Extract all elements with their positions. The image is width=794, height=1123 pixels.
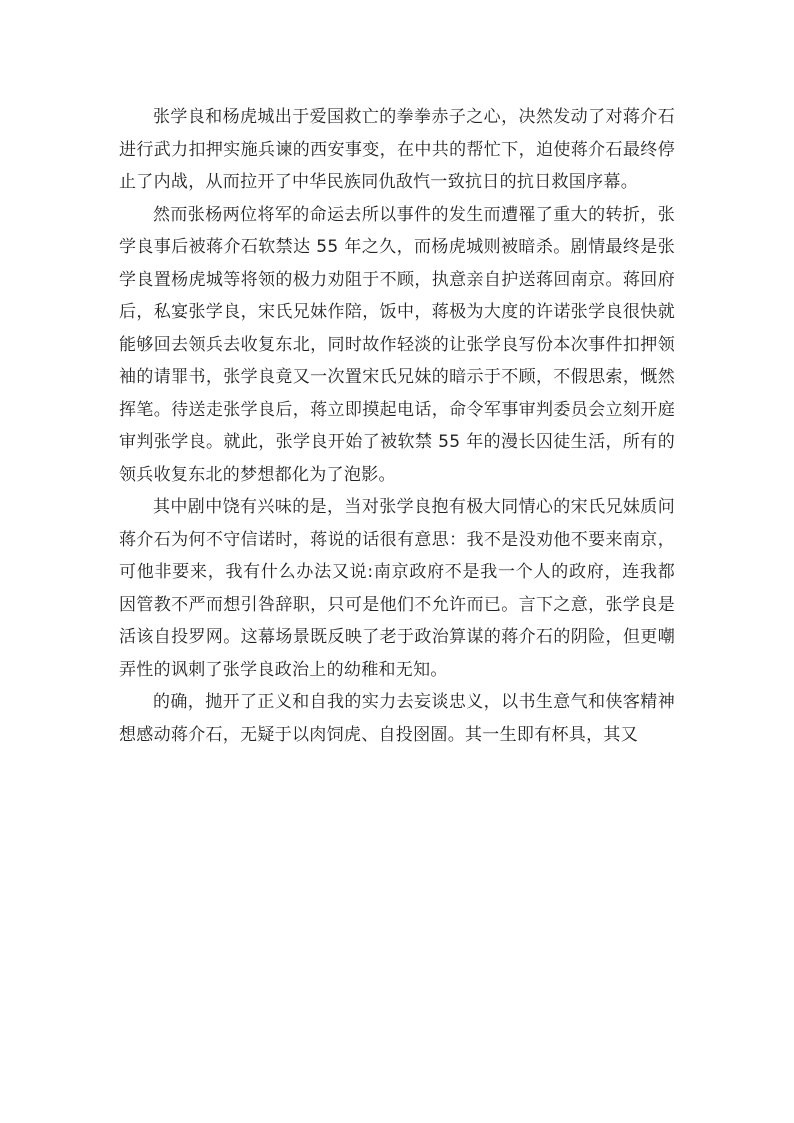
document-body <box>119 101 675 751</box>
paragraph-2: 然而张杨两位将军的命运去所以事件的发生而遭罹了重大的转折，张学良事后被蒋介石软禁达 55 年之久，而杨虎城则被暗杀。剧情最终是张学良置杨虎城等将领的极力劝阻于不顾，执意亲自护送蒋回南京。蒋回府后，私宴张学良，宋氏兄妹作陪，饭中，蒋极为大度的许诺张学良很快就能够回去领兵去收复东北，同时故作轻淡的让张学良写份本次事件扣押领袖的请罪书，张学良竟又一次置宋氏兄妹的暗示于不顾，不假思索，慨然挥笔。待送走张学良后，蒋立即摸起电话，命令军事审判委员会立刻开庭审判张学良。就此，张学良开始了被软禁 55 年的漫长囚徒生活，所有的领兵收复东北的梦想都化为了泡影。 <box>119 204 675 485</box>
paragraph-3: 其中剧中饶有兴味的是，当对张学良抱有极大同情心的宋氏兄妹质问蒋介石为何不守信诺时，蒋说的话很有意思：我不是没劝他不要来南京，可他非要来，我有什么办法又说:南京政府不是我一个人的政府，连我都因管教不严而想引咎辞职，只可是他们不允许而已。言下之意，张学良是活该自投罗网。这幕场景既反映了老于政治算谋的蒋介石的阴险，但更嘲弄性的讽刺了张学良政治上的幼稚和无知。 <box>119 497 675 680</box>
paragraph-1: 张学良和杨虎城出于爱国救亡的拳拳赤子之心，决然发动了对蒋介石进行武力扣押实施兵谏的西安事变，在中共的帮忙下，迫使蒋介石最终停止了内战，从而拉开了中华民族同仇敌忾一致抗日的抗日救国序幕。 <box>119 107 675 192</box>
paragraph-4: 的确，抛开了正义和自我的实力去妄谈忠义，以书生意气和侠客精神想感动蒋介石，无疑于以肉饲虎、自投囹圄。其一生即有杯具，其又 <box>119 692 675 745</box>
